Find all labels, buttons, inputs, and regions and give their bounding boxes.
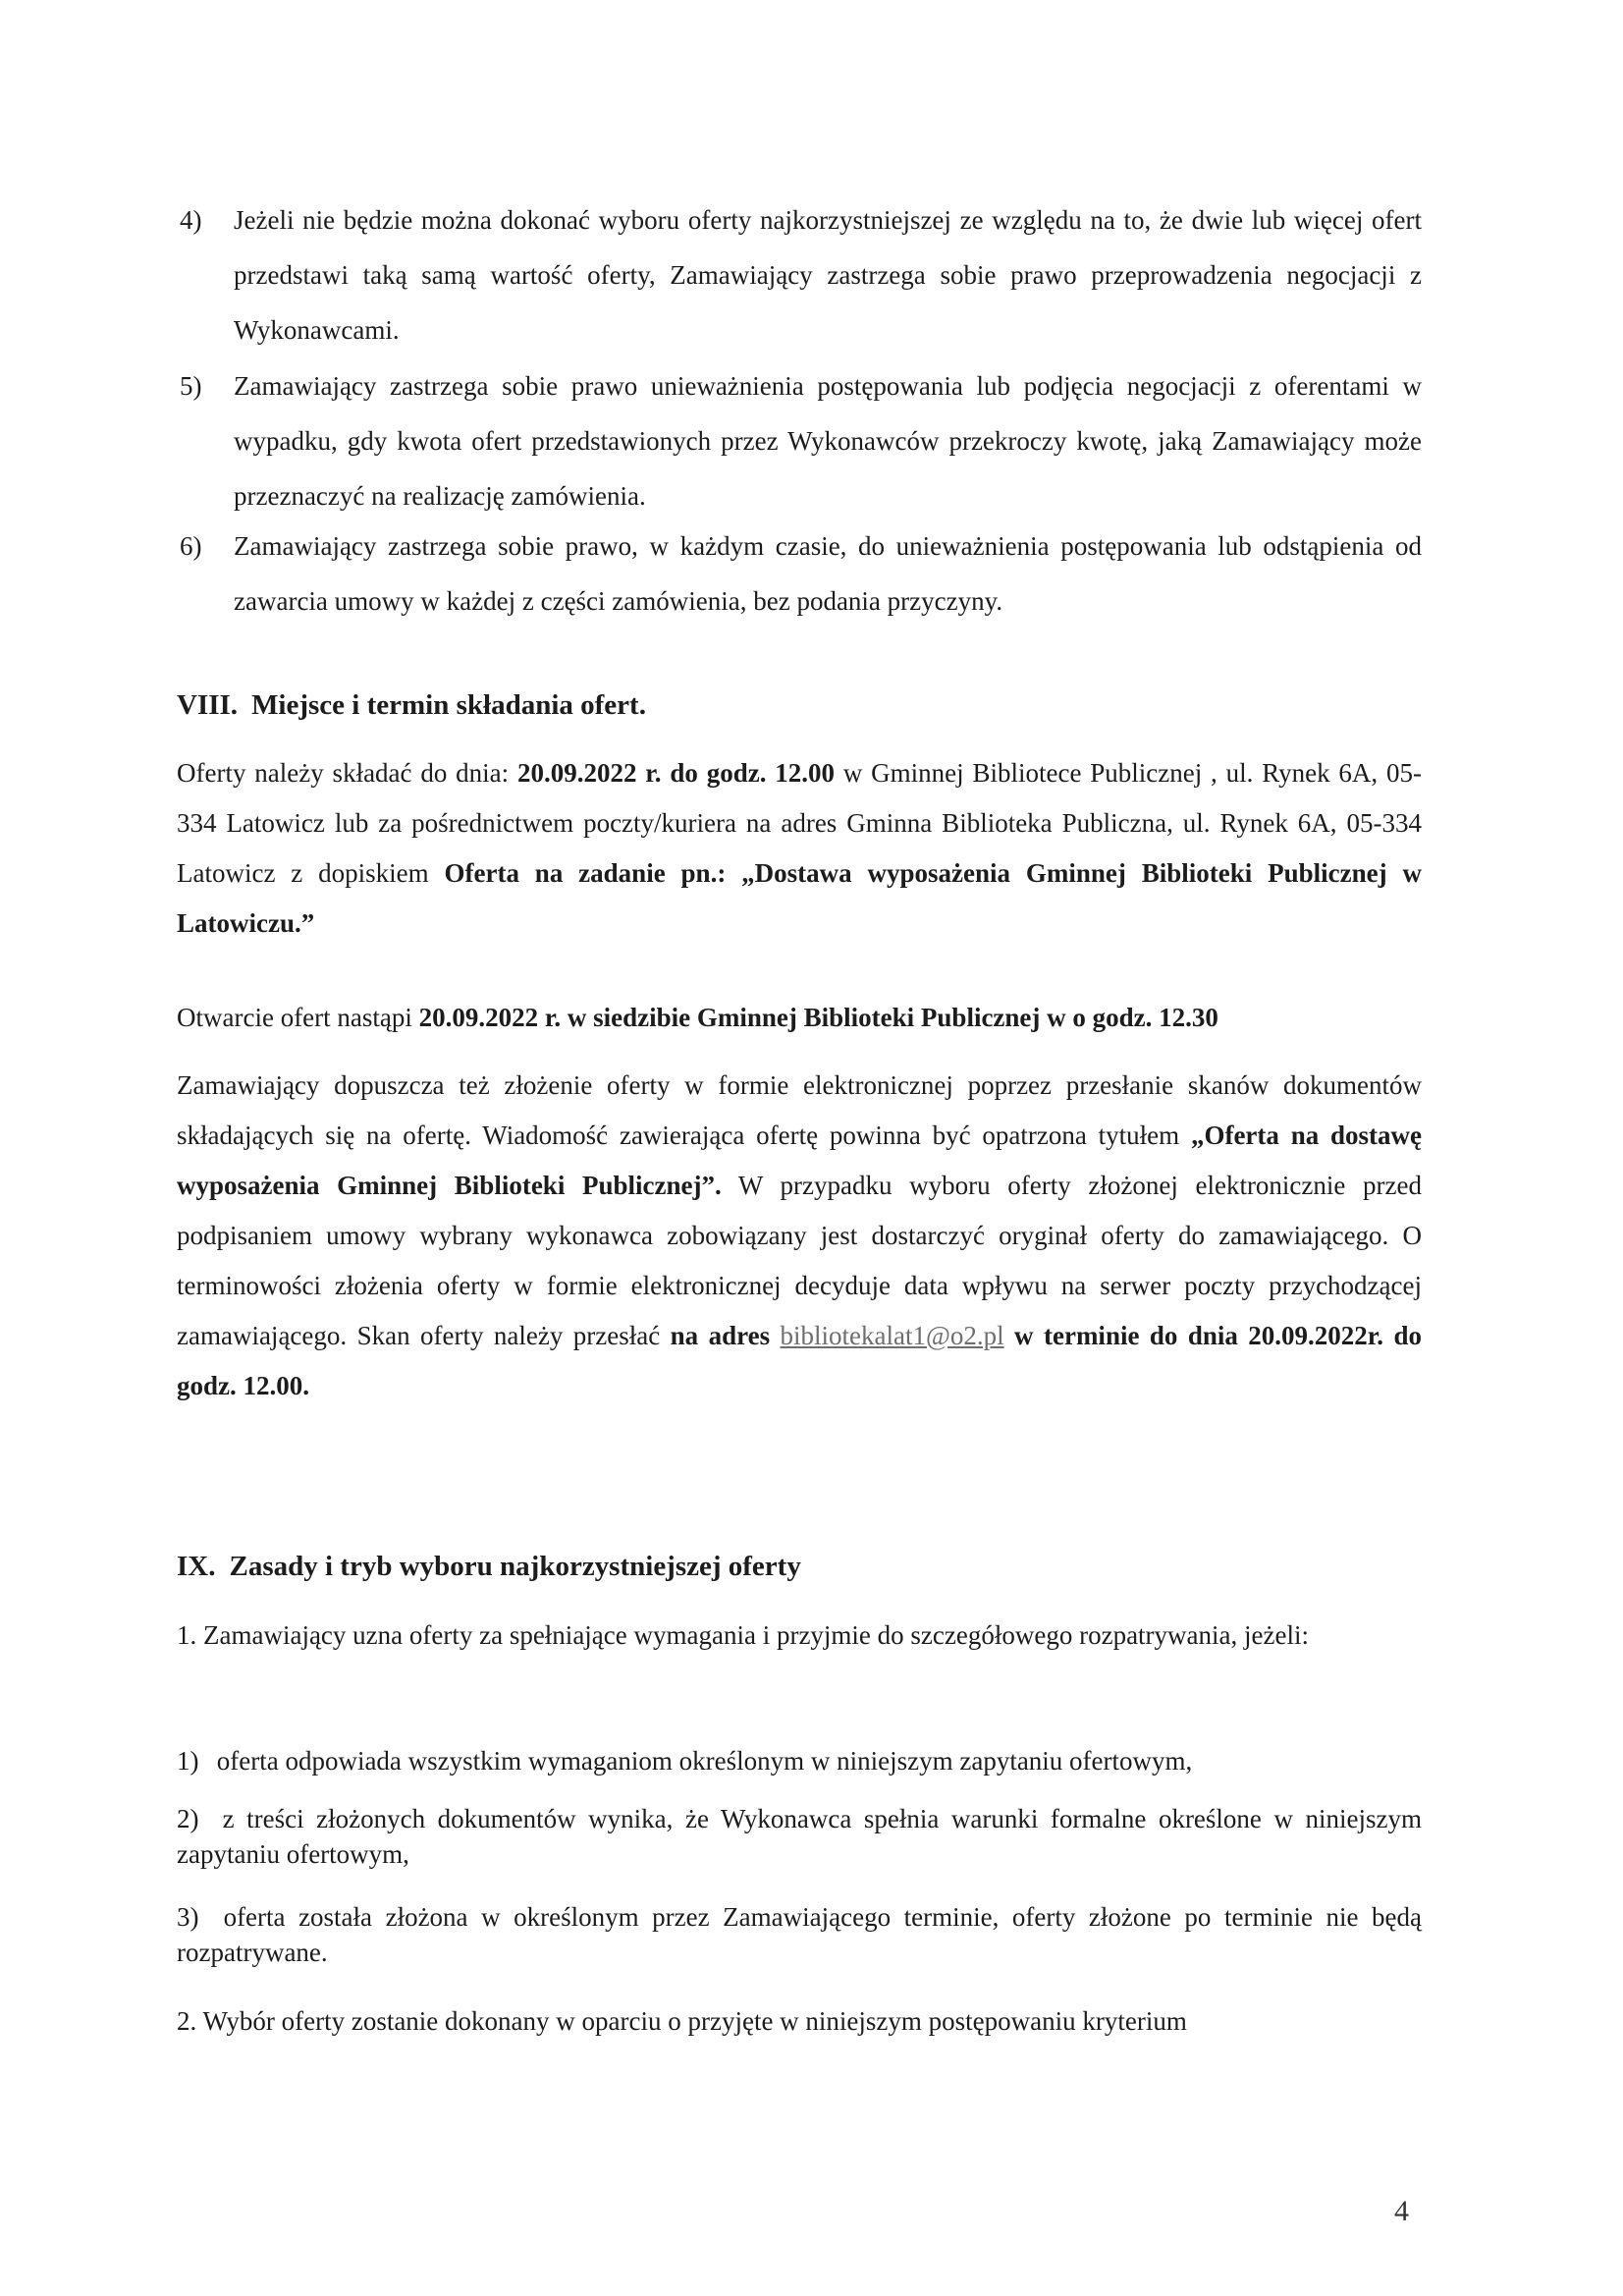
list-item-6 [180,519,1422,629]
text-run: Zamawiający dopuszcza też złożenie oferty w formie elektronicznej poprzez przesłanie skanów dokumentów składających się na ofertę. Wiadomość zawierająca ofertę powinna być opatrzona tytułem [177,1070,1422,1150]
section-title: Miejsce i termin składania ofert. [251,689,646,721]
condition-number: 2) [177,1804,199,1833]
text-run: w Gminnej Bibliotece Publicznej , ul. Rynek 6A, 05-334 Latowicz lub za pośrednictwem poczty/kuriera na adres Gminna Biblioteka Publiczna, ul. Rynek 6A, 05-334 Latowicz z dopiskiem [177,758,1422,888]
list-item-text: Zamawiający zastrzega sobie prawo unieważnienia postępowania lub podjęcia negocjacji z oferentami w wypadku, gdy kwota ofert przedstawionych przez Wykonawców przekroczy kwotę, jaką Zamawiający może przeznaczyć na realizację zamówienia. [234,371,1422,511]
list-item-text: Zamawiający zastrzega sobie prawo, w każdym czasie, do unieważnienia postępowania lub odstąpienia od zawarcia umowy w każdej z części zamówienia, bez podania przyczyny. [234,531,1422,616]
email-deadline: w terminie do dnia 20.09.2022r. do godz. 12.00. [177,1321,1422,1400]
text-run: Otwarcie ofert nastąpi [177,1003,419,1032]
section-number: VIII. [177,689,239,721]
opening-paragraph [177,993,1422,1043]
list-item-number: 5) [180,371,202,401]
section-9-heading [177,1542,1422,1592]
list-item-5 [180,358,1422,523]
section-9-intro [177,1611,1422,1661]
email-subject: „Oferta na dostawę wyposażenia Gminnej Biblioteki Publicznej”. [177,1121,1423,1200]
condition-number: 3) [177,1902,199,1932]
electronic-submission-paragraph [177,1061,1422,1411]
offer-label: Oferta na zadanie pn.: „Dostawa wyposażenia Gminnej Biblioteki Publicznej w Latowiczu.” [177,858,1422,938]
condition-text: oferta została złożona w określonym przez Zamawiającego terminie, oferty złożone po terminie nie będą rozpatrywane. [177,1902,1423,1967]
text-run: 2. Wybór oferty zostanie dokonany w oparciu o przyjęte w niniejszym postępowaniu kryterium [177,2006,1187,2036]
condition-2 [177,1801,1422,1872]
page-number: 4 [1394,2195,1409,2227]
deadline-date: 20.09.2022 r. do godz. 12.00 [516,758,836,788]
list-item-text: Jeżeli nie będzie można dokonać wyboru oferty najkorzystniejszej ze względu na to, że dwie lub więcej ofert przedstawi taką samą wartość oferty, Zamawiający zastrzega sobie prawo przeprowadzenia negocjacji z Wykonawcami. [234,205,1422,345]
text-run: 1. Zamawiający uzna oferty za spełniające wymagania i przyjmie do szczegółowego rozpatrywania, jeżeli: [177,1620,1309,1650]
email-link[interactable]: bibliotekalat1@o2.pl [780,1321,1004,1350]
section-number: IX. [177,1551,216,1582]
text-run: Oferty należy składać do dnia: [177,758,517,788]
section-8-heading [177,681,1422,731]
list-item-number: 6) [180,531,202,561]
condition-number: 1) [177,1746,199,1776]
opening-date: 20.09.2022 r. w siedzibie Gminnej Biblioteki Publicznej w o godz. 12.30 [418,1003,1218,1032]
section-title: Zasady i tryb wyboru najkorzystniejszej oferty [229,1551,801,1582]
condition-text: oferta odpowiada wszystkim wymaganiom określonym w niniejszym zapytaniu ofertowym, [216,1746,1193,1776]
text-run: na adres [670,1321,781,1350]
list-item-number: 4) [180,205,202,235]
list-item-4 [180,192,1422,357]
section-9-point-2 [177,2003,1422,2039]
condition-3 [177,1899,1422,1970]
condition-1 [177,1743,1422,1778]
text-run: W przypadku wyboru oferty złożonej elektronicznie przed podpisaniem umowy wybrany wykonawca zobowiązany jest dostarczyć oryginał oferty do zamawiającego. O terminowości złożenia oferty w formie elektronicznej decyduje data wpływu na serwer poczty przychodzącej zamawiającego. Skan oferty należy przesłać [177,1171,1422,1350]
condition-text: z treści złożonych dokumentów wynika, że Wykonawca spełnia warunki formalne określone w niniejszym zapytaniu ofertowym, [177,1804,1422,1869]
submission-deadline-paragraph [177,748,1422,949]
